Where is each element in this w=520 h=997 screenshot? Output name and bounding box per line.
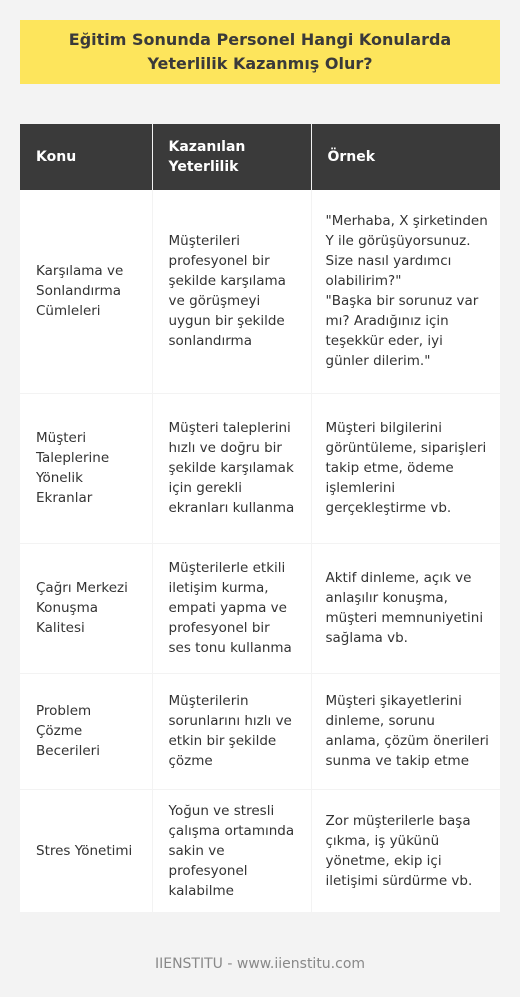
table-row — [20, 190, 500, 393]
table-row — [20, 393, 500, 543]
competency-table — [20, 124, 500, 913]
header-kazanilan-yeterlilik: Kazanılan Yeterlilik — [152, 124, 311, 190]
page-title: Eğitim Sonunda Personel Hangi Konularda Yeterlilik Kazanmış Olur? — [68, 30, 452, 73]
title-banner — [20, 20, 500, 84]
cell-ornek: Müşteri bilgilerini görüntüleme, siparişleri takip etme, ödeme işlemlerini gerçekleştirme vb. — [311, 393, 500, 543]
cell-ornek: Zor müşterilerle başa çıkma, iş yükünü yönetme, ekip içi iletişimi sürdürme vb. — [311, 789, 500, 912]
header-konu: Konu — [36, 149, 77, 165]
cell-yeterlilik: Yoğun ve stresli çalışma ortamında sakin ve profesyonel kalabilme — [152, 789, 311, 912]
cell-yeterlilik: Müşterilerle etkili iletişim kurma, empati yapma ve profesyonel bir ses tonu kullanma — [152, 543, 311, 673]
cell-yeterlilik: Müşterileri profesyonel bir şekilde karşılama ve görüşmeyi uygun bir şekilde sonlandırma — [152, 190, 311, 393]
table-header-row — [20, 124, 500, 190]
header-ornek: Örnek — [311, 124, 500, 190]
cell-ornek — [311, 190, 500, 393]
table-row — [20, 673, 500, 789]
cell-ornek: Müşteri şikayetlerini dinleme, sorunu anlama, çözüm önerileri sunma ve takip etme — [311, 673, 500, 789]
table-row — [20, 543, 500, 673]
footer-credit: IIENSTITU - www.iienstitu.com — [154, 956, 366, 972]
cell-ornek: Aktif dinleme, açık ve anlaşılır konuşma, müşteri memnuniyetini sağlama vb. — [311, 543, 500, 673]
cell-yeterlilik: Müşterilerin sorunlarını hızlı ve etkin bir şekilde çözme — [152, 673, 311, 789]
cell-konu: Müşteri Taleplerine Yönelik Ekranlar — [20, 393, 152, 543]
quote-closing: "Başka bir sorunuz var mı? Aradığınız için teşekkür eder, iyi günler dilerim." — [325, 293, 479, 370]
table-row — [20, 789, 500, 912]
cell-konu: Stres Yönetimi — [20, 789, 152, 912]
cell-yeterlilik: Müşteri taleplerini hızlı ve doğru bir şekilde karşılamak için gerekli ekranları kullanma — [152, 393, 311, 543]
cell-konu: Karşılama ve Sonlandırma Cümleleri — [20, 190, 152, 393]
cell-konu: Problem Çözme Becerileri — [20, 673, 152, 789]
quote-greeting: "Merhaba, X şirketinden Y ile görüşüyorsunuz. Size nasıl yardımcı olabilirim?" — [325, 213, 488, 290]
cell-konu: Çağrı Merkezi Konuşma Kalitesi — [20, 543, 152, 673]
